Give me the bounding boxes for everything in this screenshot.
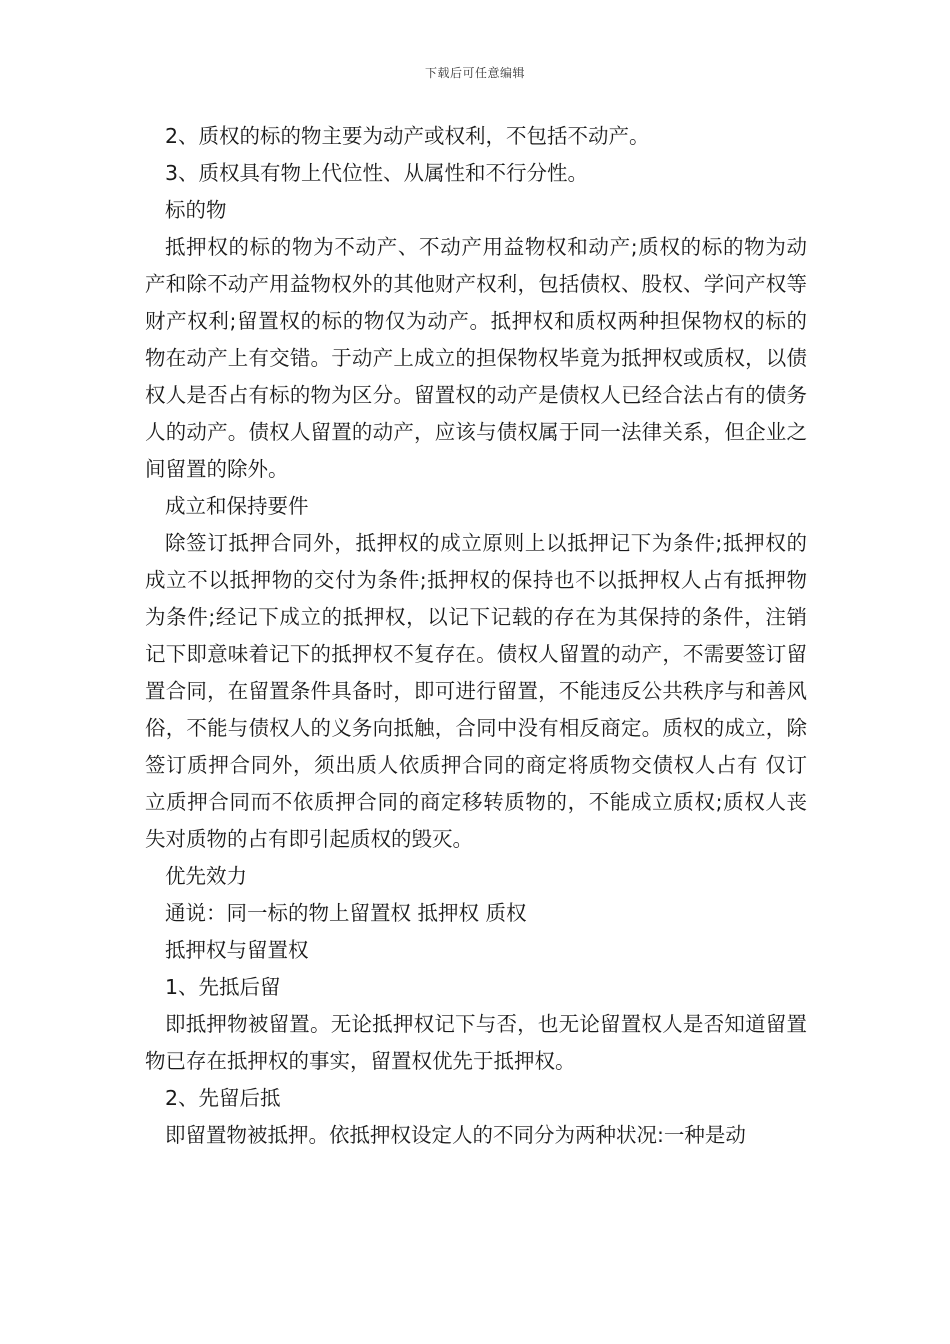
section-heading: 成立和保持要件 — [165, 494, 309, 518]
paragraph: 即留置物被抵押。依抵押权设定人的不同分为两种状况:一种是动 — [165, 1123, 746, 1147]
paragraph: 除签订抵押合同外，抵押权的成立原则上以抵押记下为条件;抵押权的成立不以抵押物的交付为条件;抵押权的保持也不以抵押权人占有抵押物为条件;经记下成立的抵押权，以记下记载的存在为其保持的条件，注销记下即意味着记下的抵押权不复存在。债权人留置的动产，不需要签订留置合同，在留置条件具备时，即可进行留置，不能违反公共秩序与和善风俗，不能与债权人的义务向抵触，合同中没有相反商定。质权的成立，除签订质押合同外，须出质人依质押合同的商定将质物交债权人占有 仅订立质押合同而不依质押合同的商定移转质物的，不能成立质权;质权人丧失对质物的占有即引起质权的毁灭。 — [145, 531, 807, 851]
paragraph: 抵押权的标的物为不动产、不动产用益物权和动产;质权的标的物为动产和除不动产用益物权外的其他财产权利，包括债权、股权、学问产权等财产权利;留置权的标的物仅为动产。抵押权和质权两种担保物权的标的物在动产上有交错。于动产上成立的担保物权毕竟为抵押权或质权，以债权人是否占有标的物为区分。留置权的动产是债权人已经合法占有的债务人的动产。债权人留置的动产，应该与债权属于同一法律关系，但企业之间留置的除外。 — [145, 235, 807, 481]
paragraph: 3、质权具有物上代位性、从属性和不行分性。 — [165, 161, 589, 185]
section-heading: 优先效力 — [165, 864, 247, 888]
list-item: 2、先留后抵 — [165, 1086, 281, 1110]
page-header: 下载后可任意编辑 — [424, 66, 525, 80]
paragraph: 通说：同一标的物上留置权 抵押权 质权 — [165, 901, 527, 925]
paragraph: 即抵押物被留置。无论抵押权记下与否，也无论留置权人是否知道留置物已存在抵押权的事实，留置权优先于抵押权。 — [145, 1012, 807, 1073]
document-body — [145, 118, 807, 1154]
section-heading: 标的物 — [165, 198, 227, 222]
list-item: 1、先抵后留 — [165, 975, 281, 999]
section-heading: 抵押权与留置权 — [165, 938, 309, 962]
paragraph: 2、质权的标的物主要为动产或权利，不包括不动产。 — [165, 124, 650, 148]
